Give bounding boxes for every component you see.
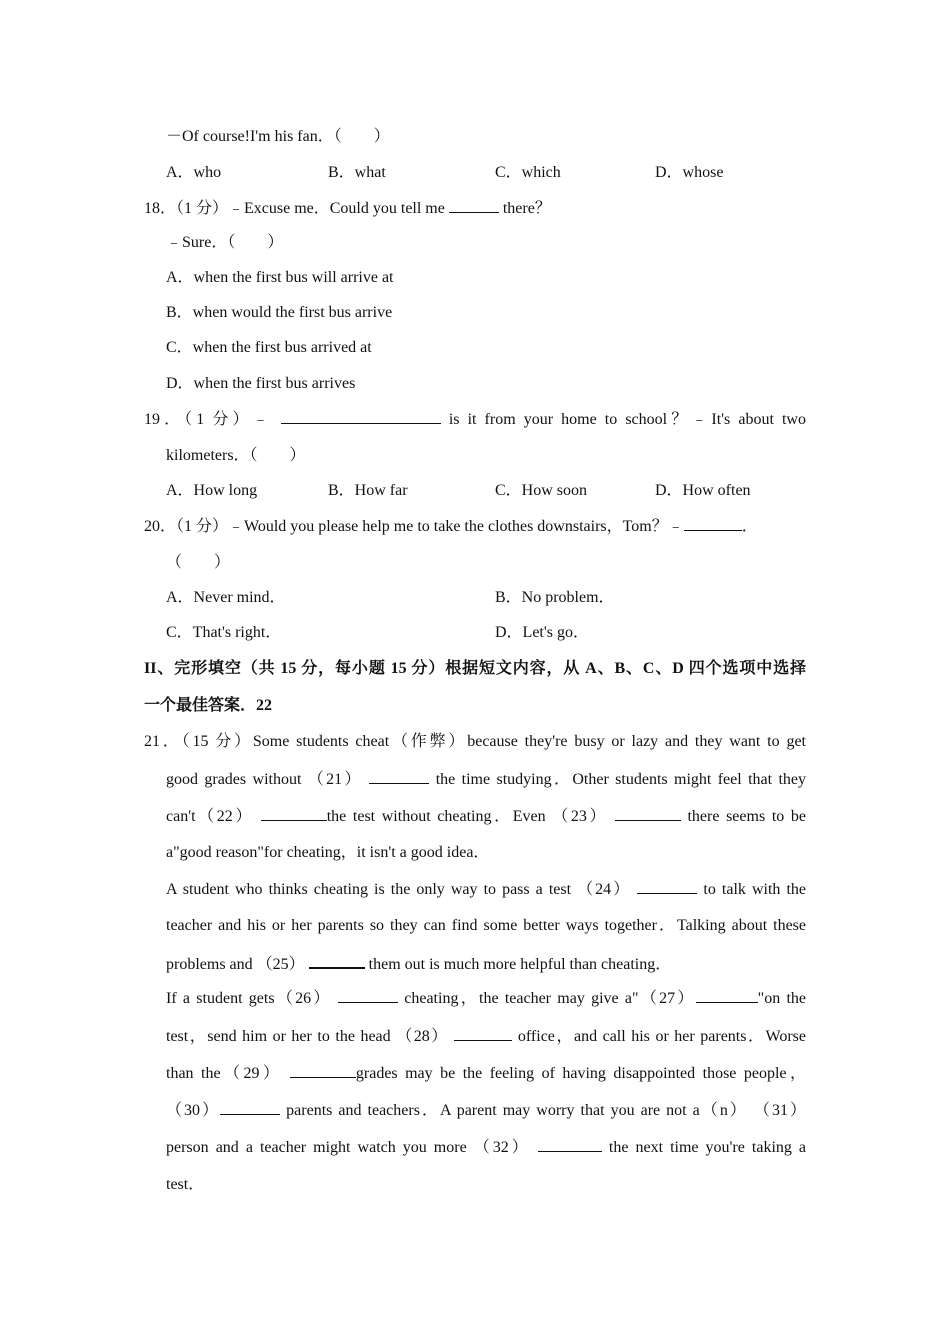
- passage-line: [166, 988, 806, 1009]
- q20-option-a: A．Never mind．: [166, 589, 286, 606]
- passage-line: [166, 1137, 806, 1158]
- blank-21[interactable]: [369, 769, 429, 784]
- q17-reply: －Of course!I'm his fan．（ ）: [166, 128, 390, 145]
- passage-line: test．: [166, 1176, 205, 1193]
- blank-24[interactable]: [637, 879, 697, 894]
- q17-option-c: C．which: [495, 164, 561, 181]
- q18-stem-end: there？: [502, 200, 551, 217]
- passage-text: A student who thinks cheating is the only way to pass a test （24）: [166, 881, 632, 898]
- passage-text: the time studying．Other students might feel that they: [435, 771, 807, 788]
- q19-stem-start: 19．（1 分）﹣: [144, 411, 273, 428]
- passage-line: 21．（15 分）Some students cheat（作弊）because they're busy or lazy and they want to get: [144, 733, 806, 750]
- blank-27[interactable]: [696, 988, 758, 1003]
- section-heading-line2: 一个最佳答案．22: [144, 697, 273, 714]
- q18-option-c: C．when the first bus arrived at: [166, 339, 372, 356]
- passage-text: person and a teacher might watch you more （32）: [166, 1139, 531, 1156]
- passage-line: [166, 879, 806, 900]
- q19-stem-end: is it from your home to school？﹣It's about two: [448, 411, 806, 428]
- blank-29[interactable]: [290, 1063, 356, 1078]
- q18-option-b: B．when would the first bus arrive: [166, 304, 393, 321]
- q18-option-a: A．when the first bus will arrive at: [166, 269, 394, 286]
- passage-text: "on the: [757, 990, 807, 1007]
- q18-stem-start: 18．（1 分）﹣Excuse me．Could you tell me: [144, 200, 445, 217]
- passage-text: problems and （25）: [166, 956, 305, 973]
- passage-line: [166, 1026, 806, 1047]
- passage-text: the next time you're taking a: [608, 1139, 807, 1156]
- q20-stem-text: 20．（1 分）﹣Would you please help me to take the clothes downstairs，Tom？﹣: [144, 518, 684, 535]
- passage-text: （30）: [166, 1102, 221, 1119]
- passage-text: If a student gets（26）: [166, 990, 332, 1007]
- blank-32[interactable]: [538, 1137, 602, 1152]
- q20-option-c: C．That's right．: [166, 624, 282, 641]
- q20-option-b: B．No problem．: [495, 589, 615, 606]
- passage-line: [166, 1063, 806, 1084]
- q19-option-c: C．How soon: [495, 482, 588, 499]
- q19-stem-line2: kilometers．（ ）: [166, 447, 306, 464]
- blank-23[interactable]: [615, 806, 681, 821]
- passage-line: [166, 1100, 806, 1121]
- blank-22[interactable]: [261, 806, 327, 821]
- passage-text: than the（29）: [166, 1065, 283, 1082]
- q19-blank[interactable]: [281, 409, 441, 424]
- q19-option-d: D．How often: [655, 482, 751, 499]
- passage-text: them out is much more helpful than cheating．: [368, 956, 672, 973]
- passage-text: grades may be the feeling of having disappointed those people，: [355, 1065, 806, 1082]
- blank-30[interactable]: [220, 1100, 280, 1115]
- q18-blank[interactable]: [449, 198, 499, 213]
- passage-text: there seems to be: [687, 808, 807, 825]
- passage-text: to talk with the: [703, 881, 807, 898]
- q20-option-d: D．Let's go．: [495, 624, 589, 641]
- passage-line: [166, 953, 671, 975]
- passage-text: test，send him or her to the head （28）: [166, 1028, 449, 1045]
- passage-line: teacher and his or her parents so they can find some better ways together．Talking about these: [166, 917, 806, 934]
- blank-28[interactable]: [454, 1026, 512, 1041]
- q17-option-b: B．what: [328, 164, 386, 181]
- q20-blank[interactable]: [684, 516, 742, 531]
- blank-26[interactable]: [338, 988, 398, 1003]
- passage-text: parents and teachers．A parent may worry that you are not a（n） （31）: [286, 1102, 806, 1119]
- passage-text: can't（22）: [166, 808, 255, 825]
- q20-stem: [144, 516, 758, 537]
- blank-25[interactable]: [309, 953, 365, 969]
- passage-line: a"good reason"for cheating，it isn't a good idea．: [166, 844, 490, 861]
- q18-option-d: D．when the first bus arrives: [166, 375, 356, 392]
- passage-text: the test without cheating．Even （23）: [326, 808, 609, 825]
- section-heading: II、完形填空（共 15 分，每小题 15 分）根据短文内容，从 A、B、C、D 四个选项中选择: [144, 660, 806, 677]
- passage-line: [166, 806, 806, 827]
- passage-text: office，and call his or her parents．Worse: [517, 1028, 807, 1045]
- q20-paren: （ ）: [166, 554, 231, 571]
- q19-stem: [144, 409, 806, 430]
- passage-text: cheating，the teacher may give a"（27）: [404, 990, 696, 1007]
- passage-line: [166, 769, 806, 790]
- q19-option-a: A．How long: [166, 482, 258, 499]
- q18-reply: ﹣Sure．（ ）: [166, 234, 284, 251]
- passage-text: good grades without （21）: [166, 771, 363, 788]
- q20-stem-end: ．: [741, 518, 758, 535]
- q18-stem: [144, 198, 551, 219]
- q19-option-b: B．How far: [328, 482, 408, 499]
- q17-option-a: A．who: [166, 164, 222, 181]
- q17-option-d: D．whose: [655, 164, 724, 181]
